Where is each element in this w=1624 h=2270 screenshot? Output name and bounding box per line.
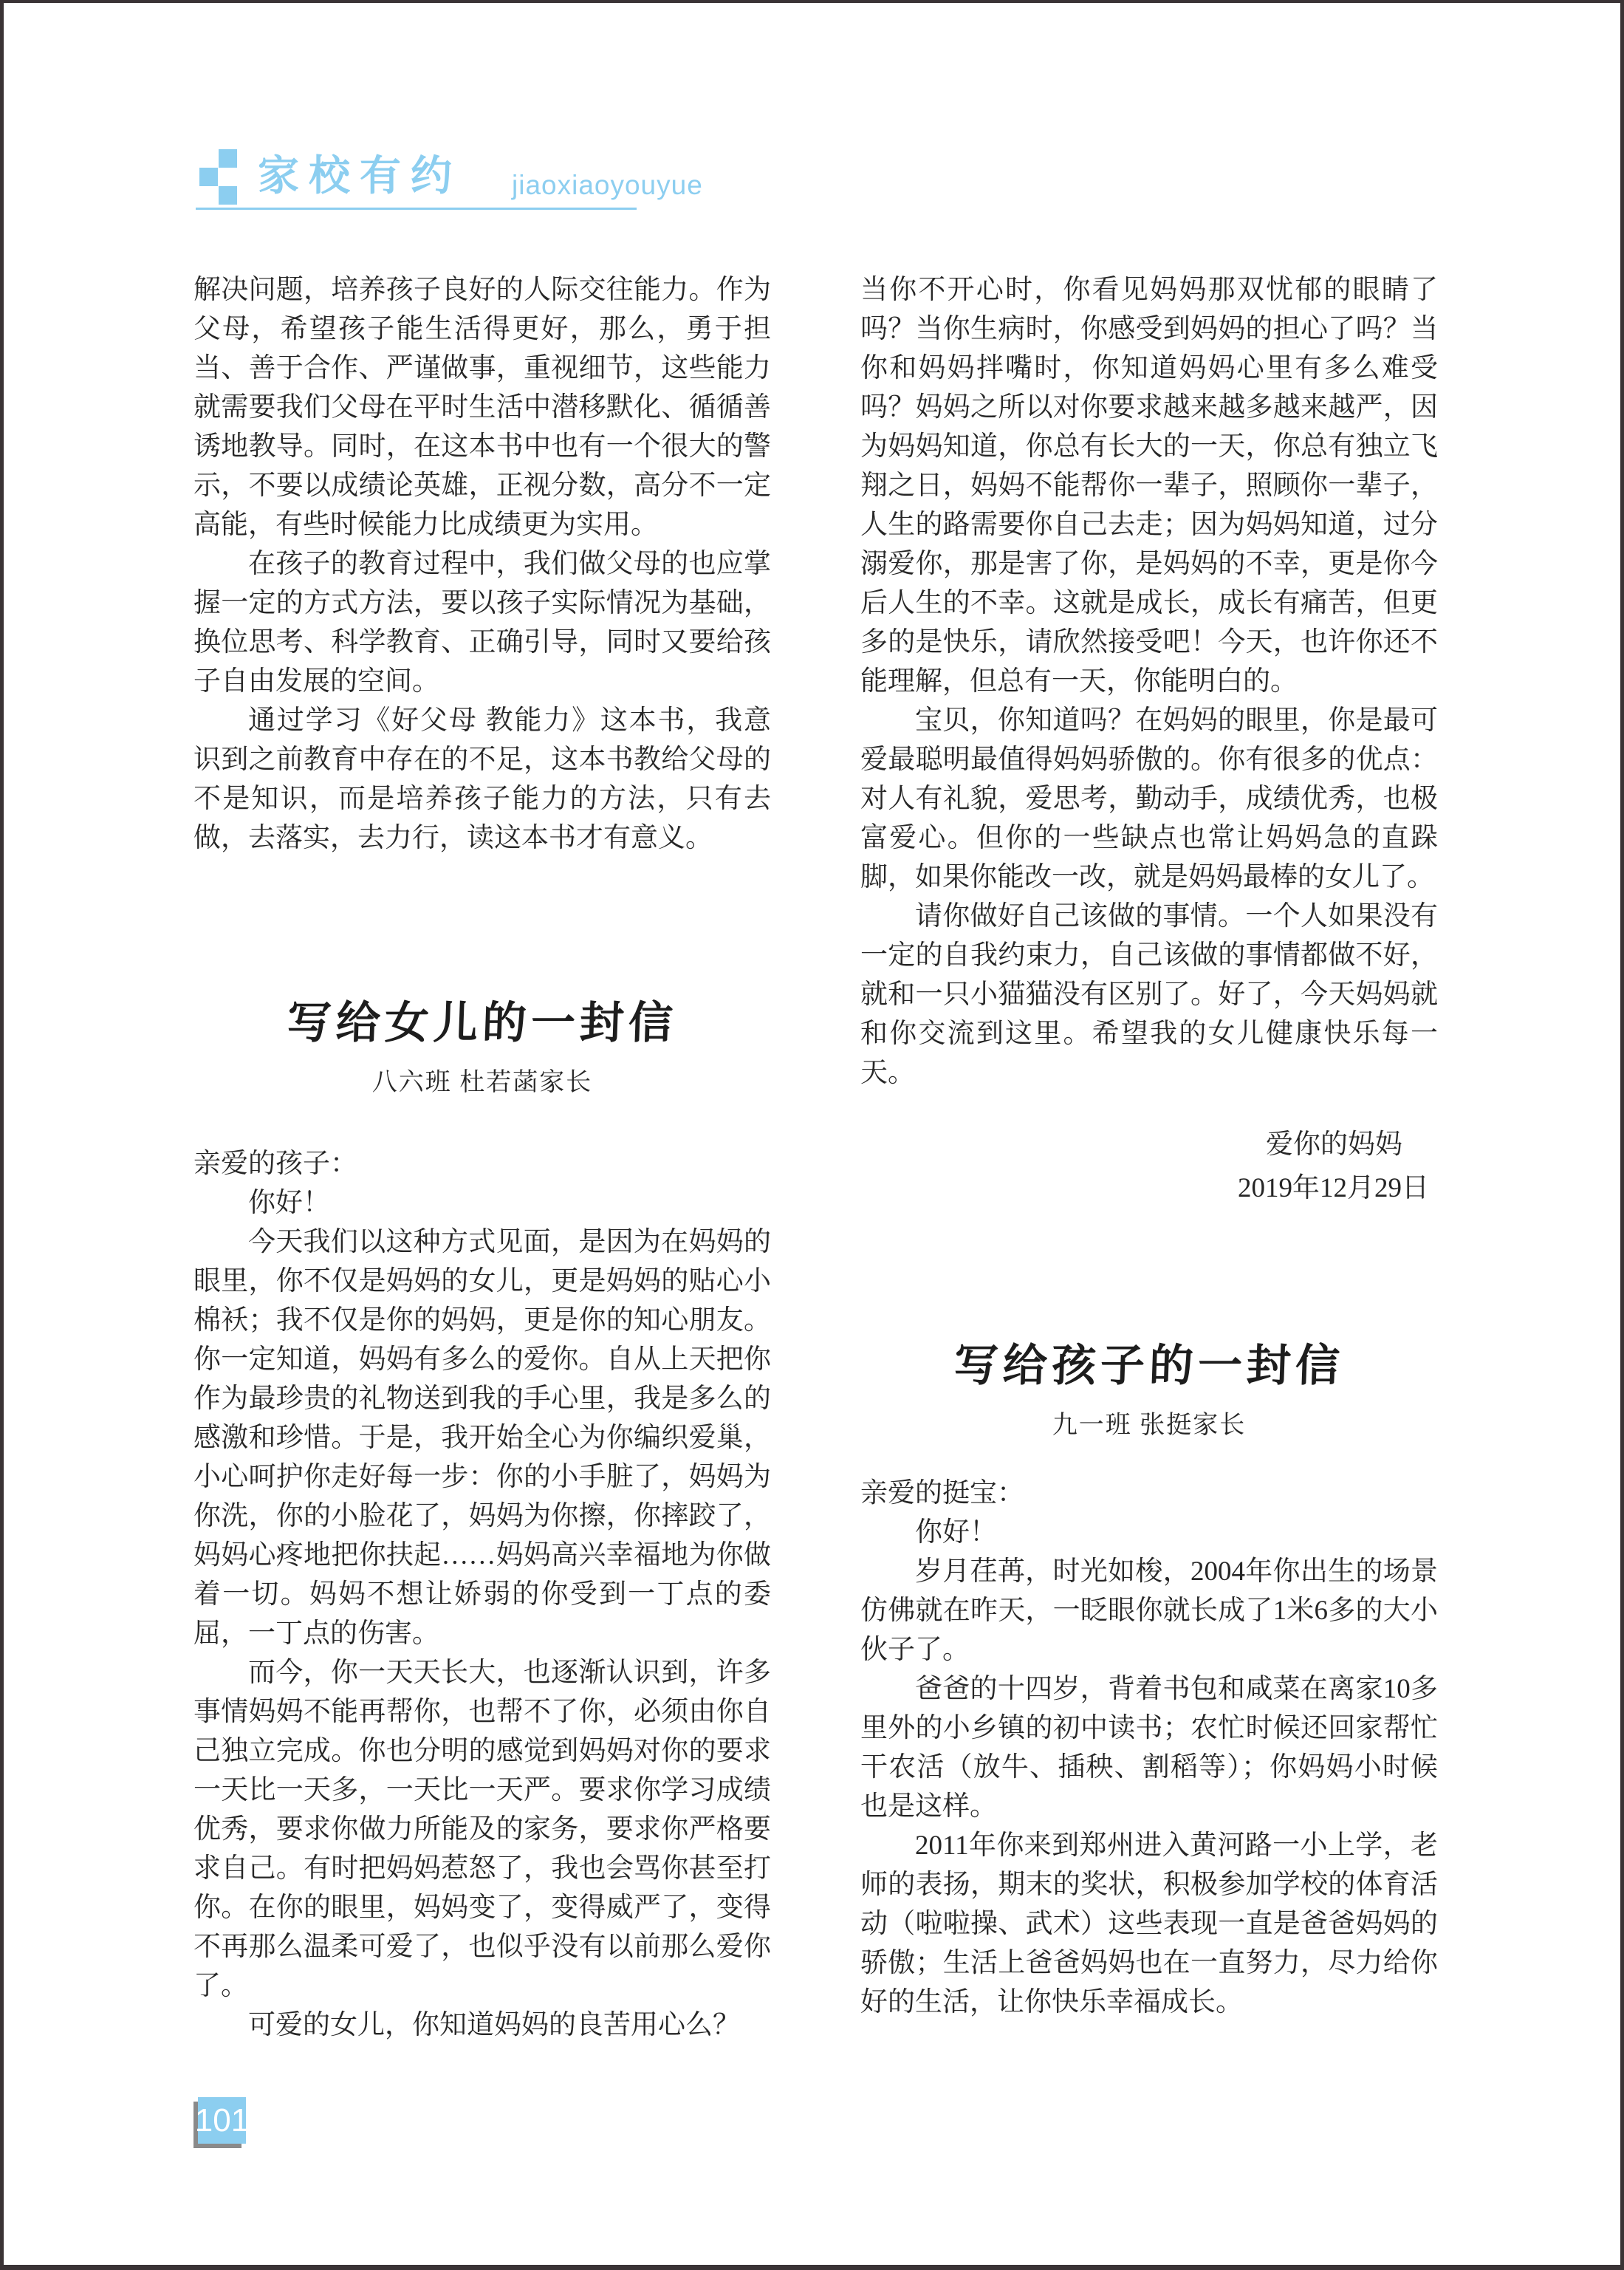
right-column	[860, 270, 1438, 2022]
paragraph: 请你做好自己该做的事情。一个人如果没有一定的自我约束力，自己该做的事情都做不好，就和一只小猫猫没有区别了。好了，今天妈妈就和你交流到这里。希望我的女儿健康快乐每一天。	[860, 901, 1438, 1088]
paragraph: 宝贝，你知道吗？在妈妈的眼里，你是最可爱最聪明最值得妈妈骄傲的。你有很多的优点：对人有礼貌，爱思考，勤动手，成绩优秀，也极富爱心。但你的一些缺点也常让妈妈急的直跺脚，如果你能改一改，就是妈妈最棒的女儿了。	[860, 705, 1438, 892]
letter-date: 2019年12月29日	[1238, 1173, 1429, 1203]
section-header	[193, 146, 703, 213]
article-byline: 八六班 杜若菡家长	[371, 1069, 593, 1096]
paragraph: 当你不开心时，你看见妈妈那双忧郁的眼睛了吗？当你生病时，你感受到妈妈的担心了吗？当你和妈妈拌嘴时，你知道妈妈心里有多么难受吗？妈妈之所以对你要求越来越多越来越严，因为妈妈知道，你总有长大的一天，你总有独立飞翔之日，妈妈不能帮你一辈子，照顾你一辈子，人生的路需要你自己去走；因为妈妈知道，过分溺爱你，那是害了你，是妈妈的不幸，更是你今后人生的不幸。这就是成长，成长有痛苦，但更多的是快乐，请欣然接受吧！今天，也许你还不能理解，但总有一天，你能明白的。	[860, 275, 1438, 697]
letter-greeting: 你好！	[248, 1188, 330, 1218]
article-title-child-letter: 写给孩子的一封信	[953, 1341, 1346, 1390]
article-title-daughter-letter: 写给女儿的一封信	[286, 999, 679, 1047]
paragraph: 通过学习《好父母 教能力》这本书，我意识到之前教育中存在的不足，这本书教给父母的不是知识，而是培养孩子能力的方法，只有去做，去落实，去力行，读这本书才有意义。	[193, 705, 771, 853]
checker-square-top	[219, 149, 237, 168]
letter-salutation: 亲爱的挺宝：	[860, 1478, 1024, 1508]
left-column	[193, 270, 771, 2045]
paragraph: 解决问题，培养孩子良好的人际交往能力。作为父母，希望孩子能生活得更好，那么，勇于担当、善于合作、严谨做事，重视细节，这些能力就需要我们父母在平时生活中潜移默化、循循善诱地教导。同时，在这本书中也有一个很大的警示，不要以成绩论英雄，正视分数，高分不一定高能，有些时候能力比成绩更为实用。	[193, 275, 771, 540]
letter-continuation-paragraphs	[860, 270, 1438, 1093]
page-number-badge	[194, 2097, 250, 2144]
paragraph: 在孩子的教育过程中，我们做父母的也应掌握一定的方式方法，要以孩子实际情况为基础，换位思考、科学教育、正确引导，同时又要给孩子自由发展的空间。	[193, 549, 771, 697]
checker-square-bottom	[219, 186, 237, 205]
letter-signature: 爱你的妈妈	[1266, 1129, 1402, 1160]
letter-body	[193, 1223, 771, 2045]
paragraph: 而今，你一天天长大，也逐渐认识到，许多事情妈妈不能再帮你，也帮不了你，必须由你自己独立完成。你也分明的感觉到妈妈对你的要求一天比一天多，一天比一天严。要求你学习成绩优秀，要求你做力所能及的家务，要求你严格要求自己。有时把妈妈惹怒了，我也会骂你甚至打你。在你的眼里，妈妈变了，变得威严了，变得不再那么温柔可爱了，也似乎没有以前那么爱你了。	[193, 1658, 771, 2001]
paragraph: 爸爸的十四岁，背着书包和咸菜在离家10多里外的小乡镇的初中读书；农忙时候还回家帮忙干农活（放牛、插秧、割稻等）；你妈妈小时候也是这样。	[860, 1674, 1438, 1822]
paragraph: 今天我们以这种方式见面，是因为在妈妈的眼里，你不仅是妈妈的女儿，更是妈妈的贴心小棉袄；我不仅是你的妈妈，更是你的知心朋友。你一定知道，妈妈有多么的爱你。自从上天把你作为最珍贵的礼物送到我的手心里，我是多么的感激和珍惜。于是，我开始全心为你编织爱巢，小心呵护你走好每一步：你的小手脏了，妈妈为你洗，你的小脸花了，妈妈为你擦，你摔跤了，妈妈心疼地把你扶起……妈妈高兴幸福地为你做着一切。妈妈不想让娇弱的你受到一丁点的委屈，一丁点的伤害。	[193, 1227, 771, 1649]
paragraph: 2011年你来到郑州进入黄河路一小上学，老师的表扬，期末的奖状，积极参加学校的体育活动（啦啦操、武术）这些表现一直是爸爸妈妈的骄傲；生活上爸爸妈妈也在一直努力，尽力给你好的生活，让你快乐幸福成长。	[860, 1830, 1438, 2017]
paragraph: 岁月荏苒，时光如梭，2004年你出生的场景仿佛就在昨天，一眨眼你就长成了1米6多的大小伙子了。	[860, 1556, 1438, 1665]
section-title-pinyin: jiaoxiaoyouyue	[512, 170, 703, 200]
letter-greeting: 你好！	[915, 1517, 997, 1548]
section-title: 家校有约	[258, 152, 462, 199]
intro-paragraphs	[193, 270, 771, 858]
article-byline: 九一班 张挺家长	[1052, 1412, 1247, 1439]
letter-salutation: 亲爱的孩子：	[193, 1149, 357, 1179]
page-number: 101	[194, 2102, 250, 2139]
letter-body	[860, 1552, 1438, 2022]
checker-squares-icon	[199, 149, 246, 204]
header-underline	[196, 208, 637, 210]
checker-square-middle	[199, 168, 218, 186]
paragraph: 可爱的女儿，你知道妈妈的良苦用心么？	[248, 2010, 740, 2040]
